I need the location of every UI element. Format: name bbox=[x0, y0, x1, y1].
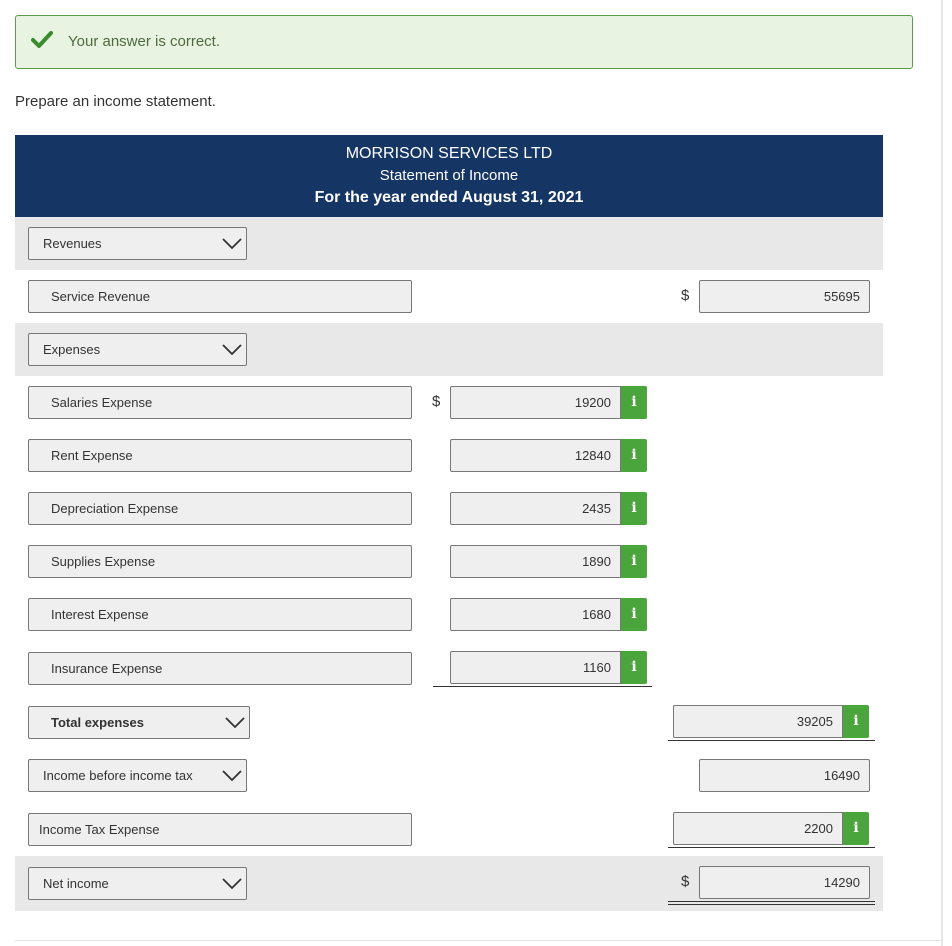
insurance-expense-label: Insurance Expense bbox=[51, 661, 163, 676]
salaries-expense-field[interactable] bbox=[28, 386, 412, 419]
income-before-tax-label: Income before income tax bbox=[43, 768, 193, 783]
net-income-amount-input[interactable]: 14290 bbox=[699, 866, 870, 899]
checkmark-icon bbox=[31, 29, 53, 51]
info-icon[interactable]: i bbox=[621, 439, 647, 472]
info-icon[interactable]: i bbox=[843, 812, 869, 845]
insurance-expense-amount-input[interactable]: 1160 bbox=[450, 651, 621, 684]
chevron-down-icon bbox=[222, 343, 242, 357]
expenses-dropdown[interactable] bbox=[28, 333, 247, 366]
supplies-expense-label: Supplies Expense bbox=[51, 554, 156, 569]
salaries-expense-amount-input[interactable]: 19200 bbox=[450, 386, 621, 419]
info-icon[interactable]: i bbox=[843, 705, 869, 738]
depreciation-expense-label: Depreciation Expense bbox=[51, 501, 179, 516]
depreciation-expense-amount-input[interactable]: 2435 bbox=[450, 492, 621, 525]
supplies-expense-amount-input[interactable]: 1890 bbox=[450, 545, 621, 578]
chevron-down-icon bbox=[222, 237, 242, 251]
salaries-expense-label: Salaries Expense bbox=[51, 395, 153, 410]
supplies-expense-field[interactable] bbox=[28, 545, 412, 578]
income-tax-expense-label: Income Tax Expense bbox=[39, 822, 160, 837]
income-before-tax-amount-input[interactable]: 16490 bbox=[699, 759, 870, 792]
net-income-label: Net income bbox=[43, 876, 109, 891]
section-divider bbox=[15, 940, 941, 941]
currency-symbol: $ bbox=[681, 873, 690, 890]
rent-expense-label: Rent Expense bbox=[51, 448, 133, 463]
service-revenue-field[interactable] bbox=[28, 280, 412, 313]
chevron-down-icon bbox=[222, 769, 242, 783]
statement-period: For the year ended August 31, 2021 bbox=[314, 189, 584, 206]
interest-expense-label: Interest Expense bbox=[51, 607, 149, 622]
info-icon[interactable]: i bbox=[621, 598, 647, 631]
total-expenses-dropdown[interactable] bbox=[28, 706, 250, 739]
currency-symbol: $ bbox=[432, 393, 441, 410]
company-name: MORRISON SERVICES LTD bbox=[345, 145, 553, 162]
net-income-double-underline-top bbox=[668, 901, 875, 902]
chevron-down-icon bbox=[222, 877, 242, 891]
info-icon[interactable]: i bbox=[621, 386, 647, 419]
currency-symbol: $ bbox=[681, 287, 690, 304]
insurance-expense-field[interactable] bbox=[28, 652, 412, 685]
subtotal-underline bbox=[433, 686, 652, 687]
revenues-dropdown-label: Revenues bbox=[43, 236, 102, 251]
rent-expense-amount-input[interactable]: 12840 bbox=[450, 439, 621, 472]
net-income-double-underline-bottom bbox=[668, 904, 875, 905]
service-revenue-label: Service Revenue bbox=[51, 289, 150, 304]
net-income-dropdown[interactable] bbox=[28, 867, 247, 900]
service-revenue-amount-input[interactable]: 55695 bbox=[699, 280, 870, 313]
statement-title: Statement of Income bbox=[379, 167, 519, 184]
total-expenses-label: Total expenses bbox=[51, 715, 144, 730]
revenues-dropdown[interactable] bbox=[28, 227, 247, 260]
rent-expense-field[interactable] bbox=[28, 439, 412, 472]
instruction-text: Prepare an income statement. bbox=[15, 93, 216, 110]
depreciation-expense-field[interactable] bbox=[28, 492, 412, 525]
scrollbar-edge bbox=[941, 0, 943, 946]
info-icon[interactable]: i bbox=[621, 545, 647, 578]
interest-expense-amount-input[interactable]: 1680 bbox=[450, 598, 621, 631]
income-tax-expense-field[interactable] bbox=[28, 813, 412, 846]
total-expenses-underline bbox=[668, 740, 875, 741]
expenses-dropdown-label: Expenses bbox=[43, 342, 101, 357]
income-tax-underline bbox=[668, 847, 875, 848]
total-expenses-amount-input[interactable]: 39205 bbox=[673, 705, 843, 738]
info-icon[interactable]: i bbox=[621, 651, 647, 684]
banner-message: Your answer is correct. bbox=[68, 33, 221, 50]
income-before-tax-dropdown[interactable] bbox=[28, 759, 247, 792]
chevron-down-icon bbox=[225, 716, 245, 730]
info-icon[interactable]: i bbox=[621, 492, 647, 525]
income-tax-amount-input[interactable]: 2200 bbox=[673, 812, 843, 845]
interest-expense-field[interactable] bbox=[28, 598, 412, 631]
statement-header bbox=[15, 135, 883, 217]
